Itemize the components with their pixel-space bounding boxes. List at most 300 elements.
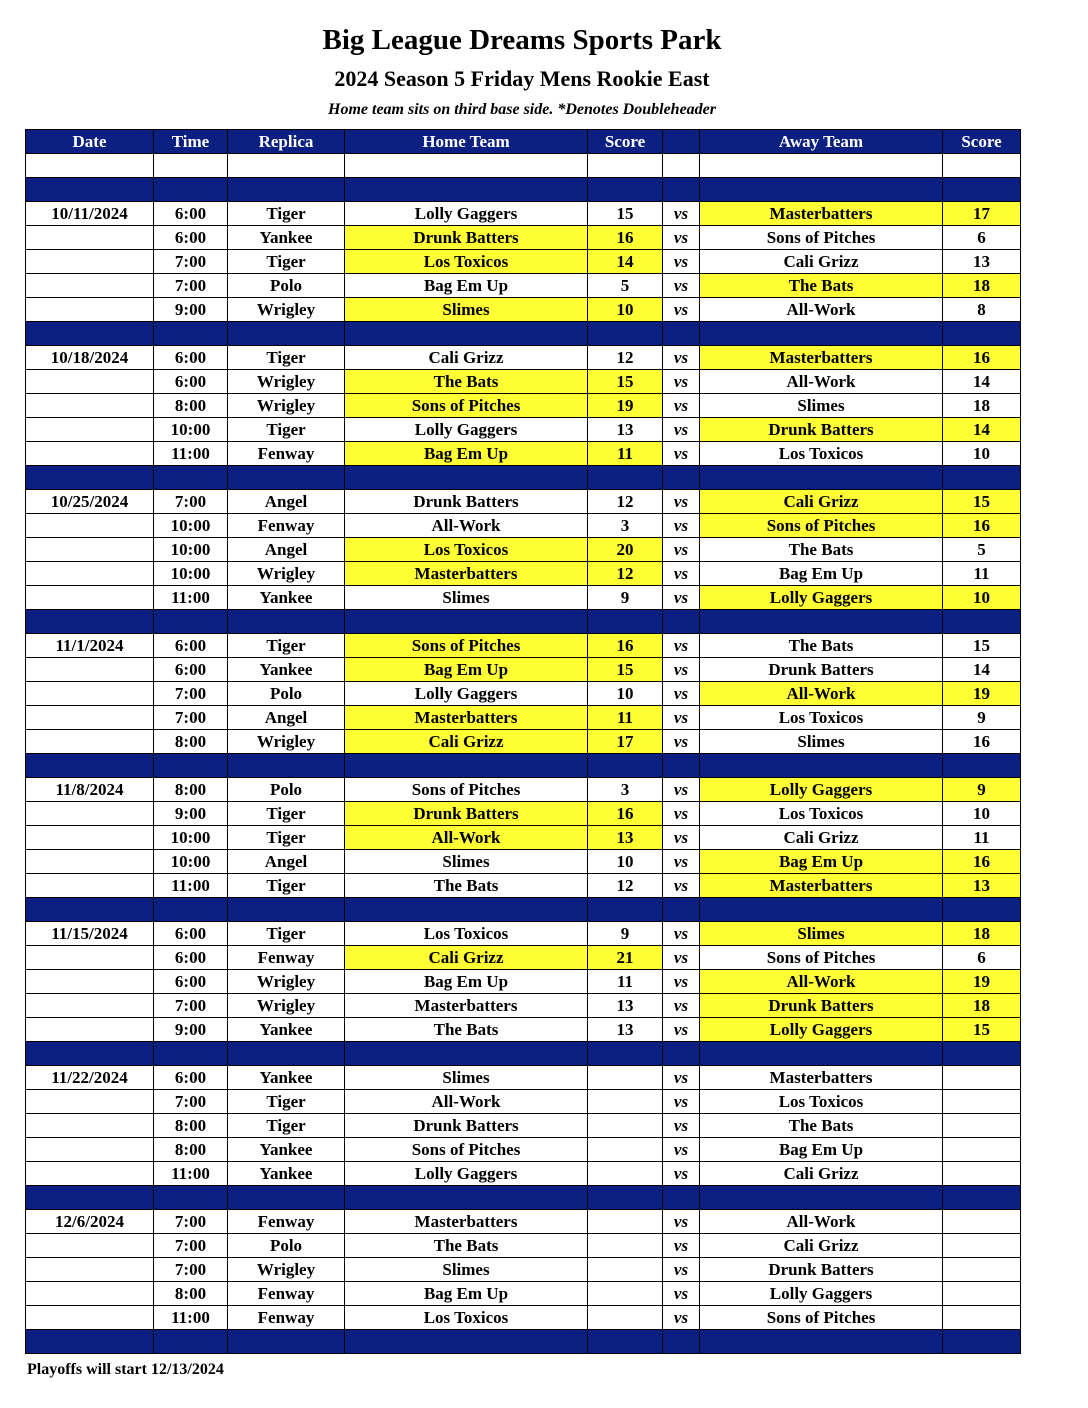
separator-cell [663, 1330, 700, 1354]
date-cell [26, 394, 154, 418]
home-score-cell: 10 [588, 850, 663, 874]
date-cell [26, 706, 154, 730]
vs-cell: vs [663, 346, 700, 370]
table-header-row [26, 130, 1021, 154]
week-separator [26, 1042, 1021, 1066]
game-row [26, 1090, 1021, 1114]
time-cell: 11:00 [154, 874, 228, 898]
game-row [26, 946, 1021, 970]
time-cell: 8:00 [154, 1282, 228, 1306]
game-row [26, 442, 1021, 466]
home-team-cell: All-Work [345, 1090, 588, 1114]
away-score-cell: 13 [943, 250, 1021, 274]
away-score-cell: 18 [943, 922, 1021, 946]
away-score-cell: 16 [943, 850, 1021, 874]
date-cell [26, 874, 154, 898]
game-row [26, 1210, 1021, 1234]
separator-cell [154, 322, 228, 346]
home-score-cell [588, 1138, 663, 1162]
date-cell [26, 250, 154, 274]
replica-cell: Tiger [228, 250, 345, 274]
home-team-cell: All-Work [345, 514, 588, 538]
away-team-cell: Cali Grizz [700, 1234, 943, 1258]
vs-cell: vs [663, 1306, 700, 1330]
separator-cell [663, 466, 700, 490]
home-score-cell: 13 [588, 418, 663, 442]
away-team-cell: Slimes [700, 394, 943, 418]
separator-cell [345, 1186, 588, 1210]
home-team-cell: Masterbatters [345, 994, 588, 1018]
replica-cell: Yankee [228, 658, 345, 682]
page-note: Home team sits on third base side. *Denotes Doubleheader [328, 101, 716, 118]
home-team-cell: Cali Grizz [345, 730, 588, 754]
away-score-cell: 15 [943, 490, 1021, 514]
time-cell: 6:00 [154, 346, 228, 370]
date-cell [26, 850, 154, 874]
separator-cell [345, 322, 588, 346]
game-row [26, 658, 1021, 682]
replica-cell: Wrigley [228, 298, 345, 322]
date-cell: 10/11/2024 [26, 202, 154, 226]
time-cell: 6:00 [154, 634, 228, 658]
time-cell: 6:00 [154, 1066, 228, 1090]
time-cell: 7:00 [154, 1258, 228, 1282]
game-row [26, 562, 1021, 586]
away-team-cell: Los Toxicos [700, 1090, 943, 1114]
separator-cell [228, 466, 345, 490]
vs-cell: vs [663, 802, 700, 826]
separator-cell [345, 610, 588, 634]
home-team-cell: Slimes [345, 850, 588, 874]
separator-cell [345, 898, 588, 922]
time-cell: 6:00 [154, 946, 228, 970]
separator-cell [228, 178, 345, 202]
home-score-cell [588, 1066, 663, 1090]
replica-cell: Fenway [228, 1282, 345, 1306]
home-team-cell: Slimes [345, 298, 588, 322]
separator-cell [943, 1186, 1021, 1210]
replica-cell: Tiger [228, 922, 345, 946]
home-score-cell [588, 1234, 663, 1258]
week-separator [26, 178, 1021, 202]
separator-cell [943, 1330, 1021, 1354]
home-score-cell: 3 [588, 778, 663, 802]
vs-cell: vs [663, 202, 700, 226]
game-row [26, 586, 1021, 610]
home-team-cell: The Bats [345, 874, 588, 898]
time-cell: 11:00 [154, 586, 228, 610]
replica-cell: Wrigley [228, 562, 345, 586]
vs-cell: vs [663, 778, 700, 802]
away-team-cell: Bag Em Up [700, 562, 943, 586]
separator-cell [26, 1330, 154, 1354]
vs-cell: vs [663, 922, 700, 946]
away-team-cell: Los Toxicos [700, 706, 943, 730]
replica-cell: Fenway [228, 514, 345, 538]
separator-cell [663, 1042, 700, 1066]
date-cell [26, 970, 154, 994]
home-team-cell: Cali Grizz [345, 946, 588, 970]
date-cell: 10/25/2024 [26, 490, 154, 514]
separator-cell [588, 1330, 663, 1354]
home-score-cell [588, 1306, 663, 1330]
vs-cell: vs [663, 970, 700, 994]
separator-cell [26, 610, 154, 634]
away-team-cell: Masterbatters [700, 874, 943, 898]
game-row [26, 346, 1021, 370]
time-cell: 10:00 [154, 418, 228, 442]
vs-cell: vs [663, 946, 700, 970]
schedule-table [25, 129, 1021, 1354]
away-score-cell: 6 [943, 226, 1021, 250]
game-row [26, 634, 1021, 658]
away-score-cell: 16 [943, 514, 1021, 538]
time-cell: 6:00 [154, 658, 228, 682]
home-score-cell: 10 [588, 682, 663, 706]
home-score-cell: 15 [588, 202, 663, 226]
replica-cell: Tiger [228, 202, 345, 226]
vs-cell: vs [663, 1018, 700, 1042]
game-row [26, 970, 1021, 994]
home-score-cell: 11 [588, 442, 663, 466]
home-team-cell: Masterbatters [345, 706, 588, 730]
away-team-cell: Drunk Batters [700, 658, 943, 682]
vs-cell: vs [663, 1114, 700, 1138]
game-row [26, 1018, 1021, 1042]
away-score-cell: 18 [943, 994, 1021, 1018]
away-score-cell: 18 [943, 394, 1021, 418]
date-cell: 11/22/2024 [26, 1066, 154, 1090]
date-cell [26, 946, 154, 970]
home-score-cell: 11 [588, 706, 663, 730]
vs-cell: vs [663, 994, 700, 1018]
home-team-cell: The Bats [345, 1234, 588, 1258]
separator-cell [588, 178, 663, 202]
separator-cell [588, 610, 663, 634]
date-cell [26, 658, 154, 682]
game-row [26, 226, 1021, 250]
away-score-cell: 9 [943, 778, 1021, 802]
time-cell: 8:00 [154, 1114, 228, 1138]
away-score-cell [943, 1162, 1021, 1186]
replica-cell: Fenway [228, 1306, 345, 1330]
separator-cell [154, 610, 228, 634]
game-row [26, 1306, 1021, 1330]
vs-cell: vs [663, 442, 700, 466]
home-team-cell: Sons of Pitches [345, 634, 588, 658]
date-cell [26, 298, 154, 322]
separator-cell [228, 322, 345, 346]
game-row [26, 826, 1021, 850]
game-row [26, 370, 1021, 394]
home-team-cell: Drunk Batters [345, 490, 588, 514]
replica-cell: Fenway [228, 1210, 345, 1234]
vs-cell: vs [663, 1258, 700, 1282]
vs-cell: vs [663, 826, 700, 850]
date-cell [26, 1306, 154, 1330]
date-cell [26, 682, 154, 706]
game-row [26, 490, 1021, 514]
game-row [26, 874, 1021, 898]
separator-cell [26, 1186, 154, 1210]
home-score-cell: 17 [588, 730, 663, 754]
date-cell [26, 1258, 154, 1282]
separator-cell [943, 754, 1021, 778]
away-score-cell: 14 [943, 370, 1021, 394]
away-team-cell: Sons of Pitches [700, 226, 943, 250]
replica-cell: Wrigley [228, 394, 345, 418]
home-score-cell: 16 [588, 634, 663, 658]
replica-cell: Wrigley [228, 1258, 345, 1282]
game-row [26, 682, 1021, 706]
vs-cell: vs [663, 250, 700, 274]
away-team-cell: Sons of Pitches [700, 514, 943, 538]
separator-cell [228, 1042, 345, 1066]
replica-cell: Yankee [228, 1162, 345, 1186]
game-row [26, 778, 1021, 802]
home-team-cell: Drunk Batters [345, 1114, 588, 1138]
page-subtitle: 2024 Season 5 Friday Mens Rookie East [334, 66, 710, 91]
home-score-cell: 12 [588, 490, 663, 514]
date-cell [26, 1282, 154, 1306]
replica-cell: Angel [228, 706, 345, 730]
home-team-cell: Sons of Pitches [345, 1138, 588, 1162]
game-row [26, 394, 1021, 418]
date-cell [26, 1162, 154, 1186]
separator-cell [943, 1042, 1021, 1066]
separator-cell [700, 754, 943, 778]
vs-cell: vs [663, 850, 700, 874]
home-team-cell: Slimes [345, 1258, 588, 1282]
time-cell: 7:00 [154, 706, 228, 730]
home-team-cell: Lolly Gaggers [345, 418, 588, 442]
home-score-cell: 14 [588, 250, 663, 274]
replica-cell: Tiger [228, 826, 345, 850]
separator-cell [154, 898, 228, 922]
home-team-cell: Cali Grizz [345, 346, 588, 370]
away-team-cell: The Bats [700, 274, 943, 298]
separator-cell [345, 466, 588, 490]
separator-cell [943, 898, 1021, 922]
time-cell: 6:00 [154, 970, 228, 994]
away-score-cell: 10 [943, 586, 1021, 610]
away-team-cell: Los Toxicos [700, 442, 943, 466]
home-team-cell: Los Toxicos [345, 538, 588, 562]
away-score-cell [943, 1066, 1021, 1090]
replica-cell: Tiger [228, 1114, 345, 1138]
away-team-cell: Bag Em Up [700, 1138, 943, 1162]
game-row [26, 1162, 1021, 1186]
away-team-cell: Lolly Gaggers [700, 586, 943, 610]
home-team-cell: The Bats [345, 1018, 588, 1042]
separator-cell [588, 754, 663, 778]
home-team-cell: Masterbatters [345, 1210, 588, 1234]
date-cell [26, 586, 154, 610]
home-team-cell: Drunk Batters [345, 802, 588, 826]
separator-cell [663, 898, 700, 922]
separator-cell [943, 322, 1021, 346]
separator-cell [700, 322, 943, 346]
away-team-cell: All-Work [700, 1210, 943, 1234]
separator-cell [345, 178, 588, 202]
replica-cell: Wrigley [228, 994, 345, 1018]
away-team-cell: Los Toxicos [700, 802, 943, 826]
replica-cell: Wrigley [228, 370, 345, 394]
separator-cell [943, 610, 1021, 634]
game-row [26, 850, 1021, 874]
col-header-home-score: Score [588, 130, 663, 154]
date-cell [26, 442, 154, 466]
away-score-cell: 17 [943, 202, 1021, 226]
home-score-cell: 20 [588, 538, 663, 562]
away-score-cell: 11 [943, 562, 1021, 586]
home-score-cell [588, 1210, 663, 1234]
game-row [26, 1066, 1021, 1090]
replica-cell: Fenway [228, 442, 345, 466]
separator-cell [663, 1186, 700, 1210]
replica-cell: Tiger [228, 874, 345, 898]
home-score-cell: 5 [588, 274, 663, 298]
page-title: Big League Dreams Sports Park [322, 24, 722, 56]
away-score-cell: 14 [943, 418, 1021, 442]
away-score-cell [943, 1090, 1021, 1114]
vs-cell: vs [663, 298, 700, 322]
date-cell [26, 274, 154, 298]
game-row [26, 1282, 1021, 1306]
replica-cell: Tiger [228, 802, 345, 826]
home-score-cell [588, 1114, 663, 1138]
separator-cell [154, 1042, 228, 1066]
separator-cell [943, 178, 1021, 202]
time-cell: 6:00 [154, 922, 228, 946]
home-score-cell: 10 [588, 298, 663, 322]
home-team-cell: Bag Em Up [345, 970, 588, 994]
col-header-home-team: Home Team [345, 130, 588, 154]
time-cell: 7:00 [154, 250, 228, 274]
replica-cell: Yankee [228, 1066, 345, 1090]
home-score-cell: 16 [588, 226, 663, 250]
game-row [26, 514, 1021, 538]
time-cell: 8:00 [154, 1138, 228, 1162]
away-team-cell: Bag Em Up [700, 850, 943, 874]
replica-cell: Yankee [228, 226, 345, 250]
col-header-away-team: Away Team [700, 130, 943, 154]
separator-cell [663, 754, 700, 778]
separator-cell [700, 1042, 943, 1066]
separator-cell [26, 1042, 154, 1066]
home-score-cell: 3 [588, 514, 663, 538]
vs-cell: vs [663, 370, 700, 394]
separator-cell [588, 1042, 663, 1066]
home-team-cell: Masterbatters [345, 562, 588, 586]
date-cell [26, 226, 154, 250]
game-row [26, 274, 1021, 298]
home-team-cell: Lolly Gaggers [345, 682, 588, 706]
separator-cell [26, 754, 154, 778]
schedule-body [26, 154, 1021, 1354]
week-separator [26, 466, 1021, 490]
separator-cell [228, 1186, 345, 1210]
away-score-cell [943, 1258, 1021, 1282]
away-score-cell: 16 [943, 346, 1021, 370]
game-row [26, 1138, 1021, 1162]
home-team-cell: Sons of Pitches [345, 778, 588, 802]
away-score-cell: 11 [943, 826, 1021, 850]
separator-cell [588, 466, 663, 490]
date-cell [26, 1090, 154, 1114]
separator-cell [26, 466, 154, 490]
replica-cell: Wrigley [228, 730, 345, 754]
game-row [26, 1258, 1021, 1282]
replica-cell: Tiger [228, 1090, 345, 1114]
replica-cell: Polo [228, 682, 345, 706]
time-cell: 11:00 [154, 442, 228, 466]
separator-cell [154, 178, 228, 202]
separator-cell [228, 898, 345, 922]
away-team-cell: Sons of Pitches [700, 946, 943, 970]
vs-cell: vs [663, 418, 700, 442]
date-cell: 10/18/2024 [26, 346, 154, 370]
separator-cell [154, 1186, 228, 1210]
replica-cell: Polo [228, 778, 345, 802]
away-team-cell: The Bats [700, 634, 943, 658]
replica-cell: Yankee [228, 586, 345, 610]
date-cell [26, 562, 154, 586]
away-team-cell: All-Work [700, 970, 943, 994]
home-team-cell: Bag Em Up [345, 274, 588, 298]
replica-cell: Polo [228, 274, 345, 298]
separator-cell [700, 1186, 943, 1210]
separator-cell [154, 1330, 228, 1354]
home-score-cell: 9 [588, 922, 663, 946]
separator-cell [345, 1042, 588, 1066]
week-separator [26, 322, 1021, 346]
separator-cell [228, 610, 345, 634]
date-cell [26, 730, 154, 754]
vs-cell: vs [663, 226, 700, 250]
vs-cell: vs [663, 1090, 700, 1114]
date-cell [26, 1234, 154, 1258]
time-cell: 10:00 [154, 538, 228, 562]
separator-cell [700, 610, 943, 634]
vs-cell: vs [663, 682, 700, 706]
away-team-cell: Drunk Batters [700, 1258, 943, 1282]
week-separator [26, 1186, 1021, 1210]
away-score-cell [943, 1114, 1021, 1138]
separator-cell [228, 1330, 345, 1354]
game-row [26, 298, 1021, 322]
away-score-cell: 19 [943, 970, 1021, 994]
week-separator [26, 754, 1021, 778]
game-row [26, 1234, 1021, 1258]
vs-cell: vs [663, 706, 700, 730]
away-team-cell: All-Work [700, 370, 943, 394]
home-team-cell: Slimes [345, 1066, 588, 1090]
separator-cell [700, 466, 943, 490]
home-team-cell: Slimes [345, 586, 588, 610]
game-row [26, 706, 1021, 730]
time-cell: 7:00 [154, 1090, 228, 1114]
game-row [26, 922, 1021, 946]
away-team-cell: The Bats [700, 1114, 943, 1138]
date-cell [26, 1138, 154, 1162]
date-cell [26, 994, 154, 1018]
home-score-cell: 19 [588, 394, 663, 418]
separator-cell [345, 754, 588, 778]
home-team-cell: Los Toxicos [345, 922, 588, 946]
time-cell: 9:00 [154, 298, 228, 322]
away-score-cell: 5 [943, 538, 1021, 562]
